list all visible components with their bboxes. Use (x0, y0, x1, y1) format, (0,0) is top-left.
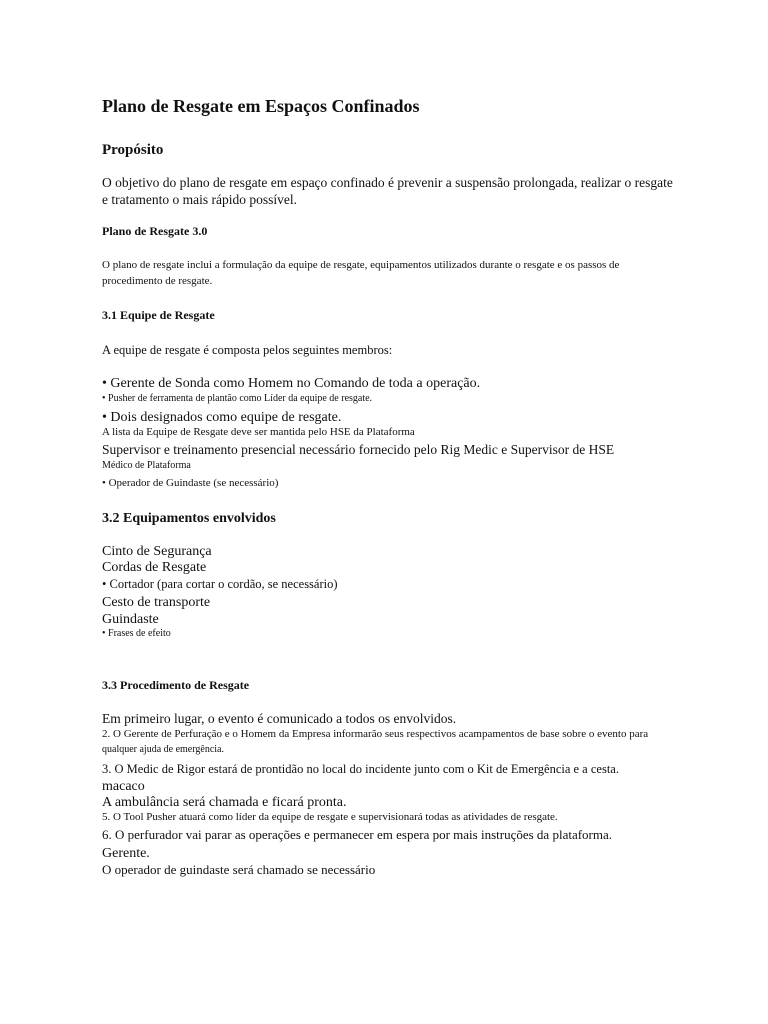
purpose-text-line: O objetivo do plano de resgate em espaço confinado é prevenir a suspensão prolongada, realizar o resgate (102, 175, 673, 190)
team-line: • Gerente de Sonda como Homem no Comando de toda a operação. (102, 376, 481, 391)
equipment-item: • Cortador (para cortar o cordão, se necessário) (102, 577, 338, 591)
procedure-line: Em primeiro lugar, o evento é comunicado a todos os envolvidos. (102, 711, 457, 726)
equipment-item: Cordas de Resgate (102, 560, 207, 575)
procedure-line: 2. O Gerente de Perfuração e o Homem da Empresa informarão seus respectivos acampamentos de base sobre o evento para (102, 728, 649, 740)
page-title: Plano de Resgate em Espaços Confinados (102, 96, 420, 116)
procedure-line: Gerente. (102, 846, 150, 861)
plan-text-line: O plano de resgate inclui a formulação da equipe de resgate, equipamentos utilizados durante o resgate e os passos de (102, 259, 620, 271)
procedure-line: 3. O Medic de Rigor estará de prontidão no local do incidente junto com o Kit de Emergência e a cesta. (102, 762, 619, 776)
plan-text-line: procedimento de resgate. (102, 275, 213, 287)
procedure-line: 6. O perfurador vai parar as operações e permanecer em espera por mais instruções da plataforma. (102, 827, 613, 842)
procedure-line: 5. O Tool Pusher atuará como líder da equipe de resgate e supervisionará todas as atividades de resgate. (102, 811, 558, 823)
team-heading: 3.1 Equipe de Resgate (102, 308, 215, 322)
equipment-heading: 3.2 Equipamentos envolvidos (102, 511, 276, 526)
procedure-line: A ambulância será chamada e ficará pronta. (102, 795, 347, 810)
purpose-text-line: e tratamento o mais rápido possível. (102, 192, 297, 207)
procedure-line: macaco (102, 779, 145, 794)
team-line: A lista da Equipe de Resgate deve ser mantida pelo HSE da Plataforma (102, 426, 415, 438)
team-line: • Operador de Guindaste (se necessário) (102, 477, 279, 489)
procedure-line: O operador de guindaste será chamado se necessário (102, 862, 376, 877)
team-line: • Dois designados como equipe de resgate. (102, 410, 342, 425)
equipment-item: Cesto de transporte (102, 595, 211, 610)
team-line: Supervisor e treinamento presencial necessário fornecido pelo Rig Medic e Supervisor de HSE (102, 442, 615, 457)
plan-heading: Plano de Resgate 3.0 (102, 224, 208, 238)
purpose-heading: Propósito (102, 142, 164, 158)
procedure-heading: 3.3 Procedimento de Resgate (102, 678, 250, 692)
procedure-line: qualquer ajuda de emergência. (102, 744, 224, 755)
team-line: • Pusher de ferramenta de plantão como Líder da equipe de resgate. (102, 393, 373, 404)
team-line: Médico de Plataforma (102, 460, 191, 471)
equipment-item: Guindaste (102, 612, 159, 627)
team-intro: A equipe de resgate é composta pelos seguintes membros: (102, 343, 393, 357)
equipment-item: • Frases de efeito (102, 628, 171, 639)
equipment-item: Cinto de Segurança (102, 544, 212, 559)
